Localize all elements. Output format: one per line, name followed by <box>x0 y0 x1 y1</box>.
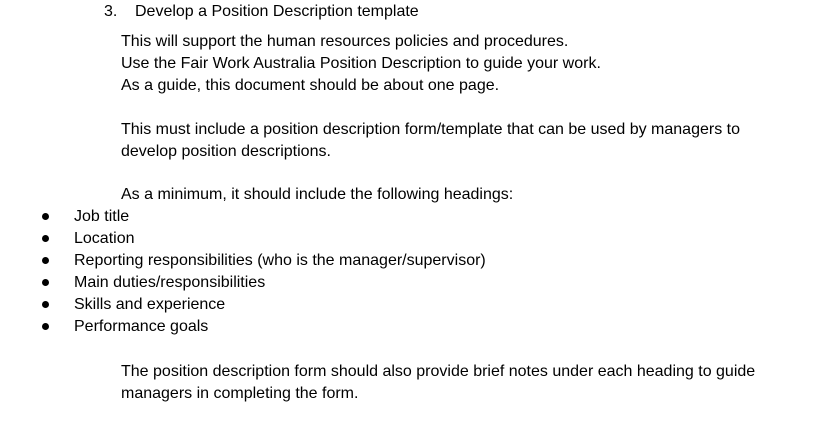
intro-line-3: As a guide, this document should be about one page. <box>121 77 500 94</box>
bullet-icon <box>42 257 49 264</box>
intro-line-1: This will support the human resources policies and procedures. <box>121 33 569 50</box>
minimum-headings-intro: As a minimum, it should include the following headings: <box>121 186 514 203</box>
list-item-performance: Performance goals <box>74 318 209 335</box>
list-item-duties: Main duties/responsibilities <box>74 274 266 291</box>
bullet-icon <box>42 323 49 330</box>
notes-line-1: The position description form should also provide brief notes under each heading to guide <box>121 363 756 380</box>
list-item-location: Location <box>74 230 135 247</box>
section-number: 3. <box>104 3 118 20</box>
bullet-icon <box>42 301 49 308</box>
list-item-reporting: Reporting responsibilities (who is the manager/supervisor) <box>74 252 486 269</box>
intro-line-2: Use the Fair Work Australia Position Description to guide your work. <box>121 55 601 72</box>
section-title: Develop a Position Description template <box>135 3 419 20</box>
bullet-icon <box>42 279 49 286</box>
bullet-icon <box>42 213 49 220</box>
list-item-job-title: Job title <box>74 208 130 225</box>
notes-line-2: managers in completing the form. <box>121 385 359 402</box>
requirement-line-2: develop position descriptions. <box>121 143 331 160</box>
bullet-icon <box>42 235 49 242</box>
list-item-skills: Skills and experience <box>74 296 226 313</box>
requirement-line-1: This must include a position description form/template that can be used by managers to <box>121 121 740 138</box>
